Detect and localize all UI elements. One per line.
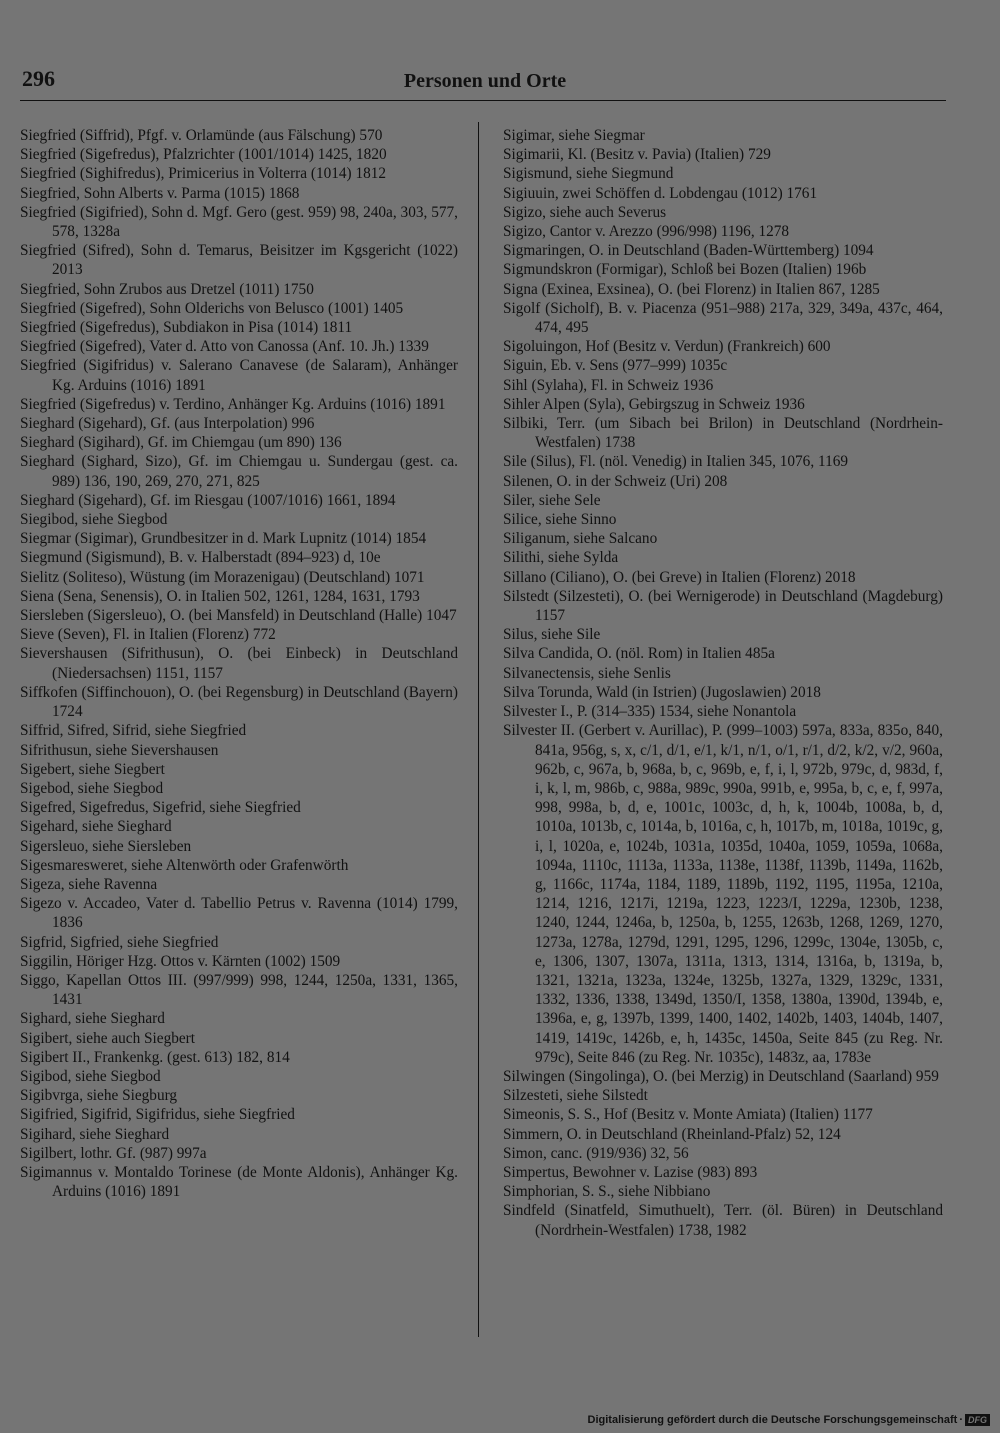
page-number: 296 <box>22 66 55 91</box>
column-divider <box>478 122 479 1337</box>
index-entry: Siena (Sena, Senensis), O. in Italien 502, 1261, 1284, 1631, 1793 <box>20 587 420 605</box>
index-entry: Siler, siehe Sele <box>503 491 601 509</box>
index-entry: Sigizo, Cantor v. Arezzo (996/998) 1196, 1278 <box>503 223 790 241</box>
index-entry: Sigihard, siehe Sieghard <box>20 1125 170 1143</box>
index-entry: Siegfried (Sighifredus), Primicerius in Volterra (1014) 1812 <box>20 165 387 183</box>
index-entry: Silstedt (Silzesteti), O. (bei Wernigerode) in Deutschland (Magdeburg) 1157 <box>503 587 943 625</box>
index-entry: Sieghard (Sigihard), Gf. im Chiemgau (um 890) 136 <box>20 434 342 452</box>
index-entry: Sigilbert, lothr. Gf. (987) 997a <box>20 1144 207 1162</box>
index-entry: Silwingen (Singolinga), O. (bei Merzig) in Deutschland (Saarland) 959 <box>503 1067 939 1085</box>
index-entry: Sighard, siehe Sieghard <box>20 1010 165 1028</box>
index-entry: Sigimannus v. Montaldo Torinese (de Monte Aldonis), Anhänger Kg. Arduins (1016) 1891 <box>20 1163 458 1201</box>
index-entry: Sigezo v. Accadeo, Vater d. Tabellio Petrus v. Ravenna (1014) 1799, 1836 <box>20 895 458 932</box>
index-entry: Sillano (Ciliano), O. (bei Greve) in Italien (Florenz) 2018 <box>503 568 856 586</box>
index-entry: Sievershausen (Sifrithusun), O. (bei Einbeck) in Deutschland (Niedersachsen) 1151, 1157 <box>20 645 458 682</box>
index-entry: Sigimarii, Kl. (Besitz v. Pavia) (Italien) 729 <box>503 146 771 164</box>
index-entry: Siffkofen (Siffinchouon), O. (bei Regensburg) in Deutschland (Bayern) 1724 <box>20 683 458 721</box>
index-entry: Silus, siehe Sile <box>503 626 601 644</box>
footer-text: Digitalisierung gefördert durch die Deutsche Forschungsgemeinschaft <box>587 1414 958 1426</box>
index-entry: Sigebod, siehe Siegbod <box>20 779 164 797</box>
index-entry: Simeonis, S. S., Hof (Besitz v. Monte Amiata) (Italien) 1177 <box>503 1106 873 1124</box>
index-entry: Sigimar, siehe Siegmar <box>503 127 645 144</box>
index-entry: Siegfried (Sigefredus), Subdiakon in Pisa (1014) 1811 <box>20 319 353 337</box>
index-entry: Silvester II. (Gerbert v. Aurillac), P. (999–1003) 597a, 833a, 835o, 840, 841a, 956g, s, x, c/1, d/1, e/1, k/1, n/1, o/1, r/1, d/2, k/2, v/2, 960a, 962b, c, 967a, b, 968a, b, c, 969b, e, f, i, l, 972b, 979c, d, 983d, f, i, k, l, m, 986b, c, 988a, 989c, 990a, 991b, e, 995a, b, c, e, f, 997a, 998, 998a, b, d, e, 1001c, 1003c, d, h, k, 1004b, 1008a, b, d, 1010a, 1013b, c, 1014a, b, 1016a, c, h, 1017b, m, 1018a, 1019c, g, i, l, 1020a, e, 1024b, 1031a, 1035d, 1040a, 1059, 1059a, 1068a, 1094a, 1110c, 1113a, 1133a, 1138e, 1138f, 1139b, 1149a, 1162b, g, 1166c, 1174a, 1184, 1189, 1189b, 1192, 1195, 1195a, 1210a, 1214, 1216, 1217i, 1219a, 1223, 1223/I, 1229a, 1230b, 1238, 1240, 1244, 1246a, b, 1250a, b, 1255, 1263b, 1268, 1269, 1270, 1273a, 1278a, 1279d, 1291, 1295, 1296, 1299c, 1304e, 1305b, c, e, 1306, 1307, 1307a, 1311a, 1313, 1314, 1316a, b, 1319a, b, 1321, 1321a, 1323a, 1324e, 1325b, 1327a, 1329, 1329c, 1331, 1332, 1336, 1338, 1349d, 1350/I, 1358, 1380a, 1390d, 1394b, e, 1396a, e, g, 1397b, 1399, 1400, 1402, 1402b, 1403, 1404b, 1407, 1419, 1419c, 1426b, e, h, 1435c, 1450a, Seite 845 (zu Reg. Nr. 979c), Seite 846 (zu Reg. Nr. 1035c), 1483z, aa, 1783e <box>503 722 943 1066</box>
index-entry: Silzesteti, siehe Silstedt <box>503 1087 648 1105</box>
index-entry: Siegibod, siehe Siegbod <box>20 511 168 529</box>
index-entry: Simpertus, Bewohner v. Lazise (983) 893 <box>503 1163 758 1181</box>
index-entry: Silva Candida, O. (nöl. Rom) in Italien 485a <box>503 645 775 663</box>
index-entry: Sigibvrga, siehe Siegburg <box>20 1087 178 1105</box>
index-entry: Silbiki, Terr. (um Sibach bei Brilon) in Deutschland (Nordrhein-Westfalen) 1738 <box>503 415 943 452</box>
index-entry: Sigifried, Sigifrid, Sigifridus, siehe Siegfried <box>20 1106 295 1124</box>
index-entry: Sigiuuin, zwei Schöffen d. Lobdengau (1012) 1761 <box>503 184 818 202</box>
index-entry: Simmern, O. in Deutschland (Rheinland-Pfalz) 52, 124 <box>503 1125 841 1143</box>
index-entry: Sile (Silus), Fl. (nöl. Venedig) in Italien 345, 1076, 1169 <box>503 453 849 471</box>
right-column <box>503 126 943 1240</box>
index-entry: Simphorian, S. S., siehe Nibbiano <box>503 1183 711 1201</box>
index-entry: Sigoluingon, Hof (Besitz v. Verdun) (Frankreich) 600 <box>503 338 831 356</box>
index-entry: Sifrithusun, siehe Sievershausen <box>20 741 219 759</box>
page-title: Personen und Orte <box>403 70 567 92</box>
index-entry: Siegfried (Sifred), Sohn d. Temarus, Beisitzer im Kgsgericht (1022) 2013 <box>20 242 458 279</box>
index-entry: Sindfeld (Sinatfeld, Simuthuelt), Terr. (öl. Büren) in Deutschland (Nordrhein-Westfalen) 1738, 1982 <box>503 1202 943 1239</box>
dfg-logo: DFG <box>965 1414 990 1426</box>
index-entry: Silvester I., P. (314–335) 1534, siehe Nonantola <box>503 703 797 721</box>
index-entry: Sigfrid, Sigfried, siehe Siegfried <box>20 933 219 951</box>
index-entry: Sigibert II., Frankenkg. (gest. 613) 182, 814 <box>20 1048 290 1066</box>
index-entry: Siegfried (Sigefred), Sohn Olderichs von Belusco (1001) 1405 <box>20 299 404 317</box>
index-entry: Siffrid, Sifred, Sifrid, siehe Siegfried <box>20 722 247 740</box>
index-entry: Siggo, Kapellan Ottos III. (997/999) 998, 1244, 1250a, 1331, 1365, 1431 <box>20 971 458 1009</box>
index-entry: Signa (Exinea, Exsinea), O. (bei Florenz) in Italien 867, 1285 <box>503 280 880 298</box>
index-entry: Sihl (Sylaha), Fl. in Schweiz 1936 <box>503 376 714 394</box>
index-entry: Siegfried (Siffrid), Pfgf. v. Orlamünde (aus Fälschung) 570 <box>20 127 383 144</box>
index-entry: Siegmar (Sigimar), Grundbesitzer in d. Mark Lupnitz (1014) 1854 <box>20 530 427 548</box>
index-entry: Simon, canc. (919/936) 32, 56 <box>503 1144 689 1162</box>
index-entry: Silice, siehe Sinno <box>503 511 617 529</box>
index-entry: Sieghard (Sigehard), Gf. (aus Interpolation) 996 <box>20 415 315 433</box>
index-entry: Siguin, Eb. v. Sens (977–999) 1035c <box>503 357 728 375</box>
index-entry: Siegfried (Sigefred), Vater d. Atto von Canossa (Anf. 10. Jh.) 1339 <box>20 338 429 356</box>
index-entry: Sigehard, siehe Sieghard <box>20 818 172 836</box>
index-entry: Sigmundskron (Formigar), Schloß bei Bozen (Italien) 196b <box>503 261 867 279</box>
index-entry: Sigebert, siehe Siegbert <box>20 760 165 778</box>
index-entry: Silenen, O. in der Schweiz (Uri) 208 <box>503 472 728 490</box>
index-entry: Silithi, siehe Sylda <box>503 549 619 567</box>
index-entry: Sigibert, siehe auch Siegbert <box>20 1029 196 1047</box>
index-entry: Sigefred, Sigefredus, Sigefrid, siehe Siegfried <box>20 799 301 817</box>
index-entry: Siegfried, Sohn Zrubos aus Dretzel (1011) 1750 <box>20 280 314 298</box>
index-entry: Silvanectensis, siehe Senlis <box>503 664 671 682</box>
index-entry: Siegfried (Sigefredus), Pfalzrichter (1001/1014) 1425, 1820 <box>20 146 387 164</box>
index-entry: Sieghard (Sigehard), Gf. im Riesgau (1007/1016) 1661, 1894 <box>20 491 396 509</box>
index-entry: Sigeza, siehe Ravenna <box>20 875 158 893</box>
footer <box>588 1414 990 1426</box>
index-entry: Sigmaringen, O. in Deutschland (Baden-Württemberg) 1094 <box>503 242 874 260</box>
index-entry: Sielitz (Soliteso), Wüstung (im Morazenigau) (Deutschland) 1071 <box>20 568 425 586</box>
index-entry: Sigesmaresweret, siehe Altenwörth oder Grafenwörth <box>20 856 349 874</box>
index-entry: Sihler Alpen (Syla), Gebirgszug in Schweiz 1936 <box>503 395 805 413</box>
index-entry: Sigolf (Sicholf), B. v. Piacenza (951–988) 217a, 329, 349a, 437c, 464, 474, 495 <box>503 299 943 337</box>
index-entry: Siliganum, siehe Salcano <box>503 530 658 548</box>
index-entry: Sigizo, siehe auch Severus <box>503 203 667 221</box>
index-entry: Siegfried (Sigefredus) v. Terdino, Anhänger Kg. Arduins (1016) 1891 <box>20 395 446 413</box>
index-entry: Sigibod, siehe Siegbod <box>20 1067 161 1085</box>
index-entry: Siegfried (Sigifried), Sohn d. Mgf. Gero (gest. 959) 98, 240a, 303, 577, 578, 1328a <box>20 203 458 241</box>
footer-separator: · <box>959 1414 963 1426</box>
index-entry: Sieghard (Sighard, Sizo), Gf. im Chiemgau u. Sundergau (gest. ca. 989) 136, 190, 269, 270, 271, 825 <box>20 453 458 490</box>
header-rule <box>20 100 946 101</box>
index-entry: Silva Torunda, Wald (in Istrien) (Jugoslawien) 2018 <box>503 683 821 701</box>
index-entry: Siegmund (Sigismund), B. v. Halberstadt (894–923) d, 10e <box>20 549 381 567</box>
index-entry: Sigismund, siehe Siegmund <box>503 165 674 183</box>
left-column <box>20 126 458 1201</box>
index-entry: Sieve (Seven), Fl. in Italien (Florenz) 772 <box>20 626 276 644</box>
index-entry: Sigersleuo, siehe Siersleben <box>20 837 192 855</box>
index-entry: Siegfried (Sigifridus) v. Salerano Canavese (de Salaram), Anhänger Kg. Arduins (1016) 1891 <box>20 357 458 394</box>
index-entry: Siegfried, Sohn Alberts v. Parma (1015) 1868 <box>20 184 300 202</box>
index-entry: Siggilin, Höriger Hzg. Ottos v. Kärnten (1002) 1509 <box>20 952 341 970</box>
index-entry: Siersleben (Sigersleuo), O. (bei Mansfeld) in Deutschland (Halle) 1047 <box>20 607 457 625</box>
